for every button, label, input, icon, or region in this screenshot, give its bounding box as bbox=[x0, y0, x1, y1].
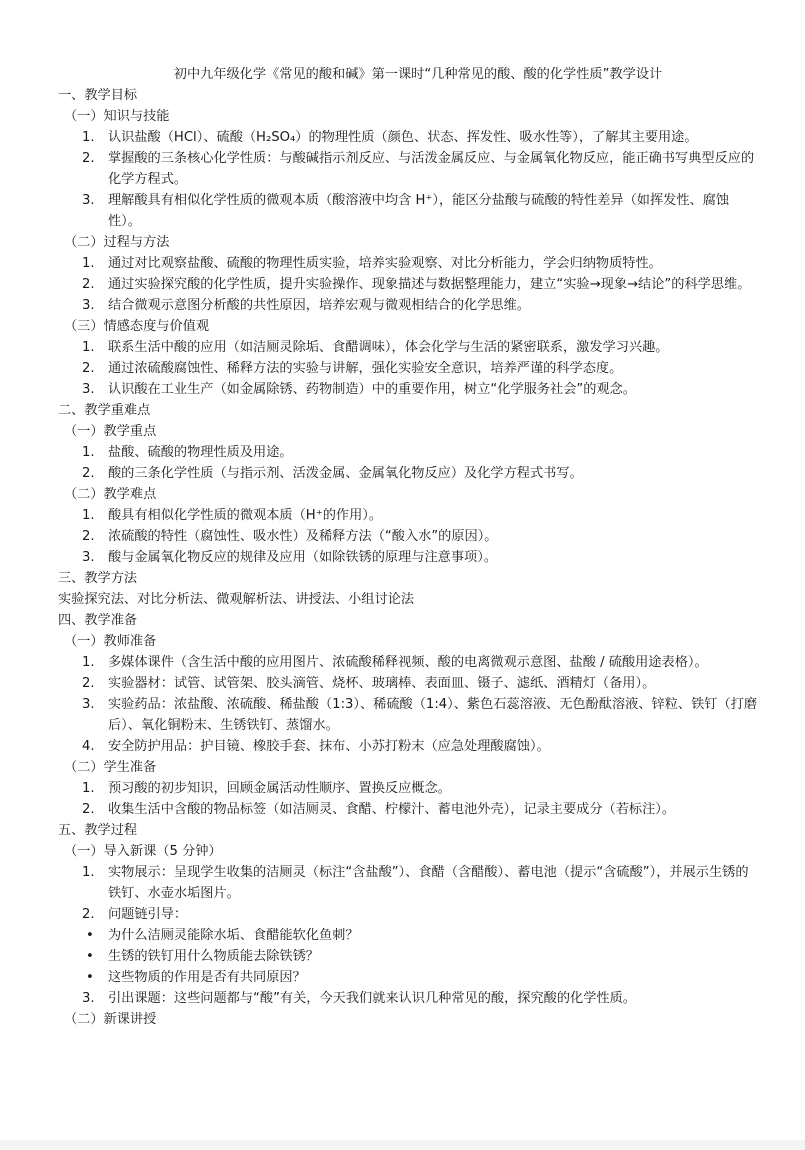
list-item-text: 盐酸、硫酸的物理性质及用途。 bbox=[108, 445, 293, 460]
list-item bbox=[58, 358, 758, 379]
list-number: 2. bbox=[82, 802, 95, 817]
list-item-text: 为什么洁厕灵能除水垢、食醋能软化鱼刺？ bbox=[108, 928, 359, 943]
list-item bbox=[58, 547, 758, 568]
list-item-text: 通过对比观察盐酸、硫酸的物理性质实验，培养实验观察、对比分析能力，学会归纳物质特性。 bbox=[108, 256, 662, 271]
list-item-text: 酸与金属氧化物反应的规律及应用（如除铁锈的原理与注意事项）。 bbox=[108, 550, 498, 565]
list-item bbox=[58, 652, 758, 673]
section-heading: 一、教学目标 bbox=[58, 88, 138, 103]
list-item bbox=[58, 505, 758, 526]
list-number: 1. bbox=[82, 340, 95, 355]
list-item-text: 理解酸具有相似化学性质的微观本质（酸溶液中均含 H⁺），能区分盐酸与硫酸的特性差异（如挥发性、腐蚀性）。 bbox=[108, 193, 730, 229]
section-heading: 四、教学准备 bbox=[58, 613, 138, 628]
list-item bbox=[58, 736, 758, 757]
list-item bbox=[58, 526, 758, 547]
list-number: 3. bbox=[82, 991, 95, 1006]
list-item bbox=[58, 442, 758, 463]
document-title: 初中九年级化学《常见的酸和碱》第一课时“几种常见的酸、酸的化学性质”教学设计 bbox=[173, 67, 663, 82]
section-heading: 二、教学重难点 bbox=[58, 403, 151, 418]
list-item bbox=[58, 988, 758, 1009]
list-item-text: 多媒体课件（含生活中酸的应用图片、浓硫酸稀释视频、酸的电离微观示意图、盐酸 / 硫酸用途表格）。 bbox=[108, 655, 708, 670]
list-item bbox=[58, 295, 758, 316]
list-item bbox=[58, 190, 758, 232]
list-item bbox=[58, 463, 758, 484]
list-item bbox=[58, 778, 758, 799]
list-item bbox=[58, 799, 758, 820]
list-item-text: 预习酸的初步知识，回顾金属活动性顺序、置换反应概念。 bbox=[108, 781, 451, 796]
list-item-text: 这些物质的作用是否有共同原因？ bbox=[108, 970, 306, 985]
subsection-heading: （一）教学重点 bbox=[64, 424, 157, 439]
list-number: 1. bbox=[82, 256, 95, 271]
list-item-text: 浓硫酸的特性（腐蚀性、吸水性）及稀释方法（“酸入水”的原因）。 bbox=[108, 529, 498, 544]
list-number: 3. bbox=[82, 550, 95, 565]
list-item-text: 收集生活中含酸的物品标签（如洁厕灵、食醋、柠檬汁、蓄电池外壳），记录主要成分（若标注）。 bbox=[108, 802, 676, 817]
list-number: 3. bbox=[82, 697, 95, 712]
list-item-text: 问题链引导： bbox=[108, 907, 188, 922]
list-number: 1. bbox=[82, 445, 95, 460]
list-item-text: 酸的三条化学性质（与指示剂、活泼金属、金属氧化物反应）及化学方程式书写。 bbox=[108, 466, 583, 481]
list-item bbox=[58, 694, 758, 736]
list-number: 2. bbox=[82, 151, 95, 166]
list-item-text: 生锈的铁钉用什么物质能去除铁锈？ bbox=[108, 949, 319, 964]
list-item-text: 结合微观示意图分析酸的共性原因，培养宏观与微观相结合的化学思维。 bbox=[108, 298, 530, 313]
list-number: 1. bbox=[82, 508, 95, 523]
list-number: 1. bbox=[82, 130, 95, 145]
list-item-text: 掌握酸的三条核心化学性质：与酸碱指示剂反应、与活泼金属反应、与金属氧化物反应，能正确书写典型反应的化学方程式。 bbox=[108, 151, 755, 187]
list-item-text: 认识酸在工业生产（如金属除锈、药物制造）中的重要作用，树立“化学服务社会”的观念。 bbox=[108, 382, 636, 397]
list-number: 1. bbox=[82, 781, 95, 796]
list-number: 1. bbox=[82, 655, 95, 670]
list-item bbox=[58, 127, 758, 148]
list-number: 2. bbox=[82, 277, 95, 292]
bullet-item bbox=[58, 946, 758, 967]
list-item-text: 实物展示：呈现学生收集的洁厕灵（标注“含盐酸”）、食醋（含醋酸）、蓄电池（提示“含硫酸”），并展示生锈的铁钉、水壶水垢图片。 bbox=[108, 865, 749, 901]
list-item-text: 引出课题：这些问题都与“酸”有关，今天我们就来认识几种常见的酸，探究酸的化学性质。 bbox=[108, 991, 636, 1006]
section-heading: 五、教学过程 bbox=[58, 823, 138, 838]
list-number: 2. bbox=[82, 361, 95, 376]
subsection-heading: （一）知识与技能 bbox=[64, 109, 170, 124]
list-item-text: 通过浓硫酸腐蚀性、稀释方法的实验与讲解，强化实验安全意识，培养严谨的科学态度。 bbox=[108, 361, 623, 376]
list-number: 2. bbox=[82, 466, 95, 481]
list-number: 4. bbox=[82, 739, 95, 754]
bullet-marker: • bbox=[86, 928, 94, 943]
subsection-heading: （二）过程与方法 bbox=[64, 235, 170, 250]
subsection-heading: （一）导入新课（5 分钟） bbox=[64, 844, 222, 859]
list-item-text: 联系生活中酸的应用（如洁厕灵除垢、食醋调味），体会化学与生活的紧密联系，激发学习兴趣。 bbox=[108, 340, 669, 355]
list-number: 2. bbox=[82, 529, 95, 544]
list-item-text: 通过实验探究酸的化学性质，提升实验操作、现象描述与数据整理能力，建立“实验→现象→结论”的科学思维。 bbox=[108, 277, 751, 292]
bullet-item bbox=[58, 925, 758, 946]
list-item bbox=[58, 904, 758, 925]
subsection-heading: （一）教师准备 bbox=[64, 634, 157, 649]
document-body bbox=[58, 64, 758, 1030]
list-item bbox=[58, 253, 758, 274]
subsection-heading: （二）教学难点 bbox=[64, 487, 157, 502]
list-number: 3. bbox=[82, 382, 95, 397]
bullet-marker: • bbox=[86, 970, 94, 985]
paragraph: 实验探究法、对比分析法、微观解析法、讲授法、小组讨论法 bbox=[58, 592, 415, 607]
subsection-heading: （二）新课讲授 bbox=[64, 1012, 157, 1027]
list-item bbox=[58, 673, 758, 694]
list-item bbox=[58, 274, 758, 295]
list-item-text: 安全防护用品：护目镜、橡胶手套、抹布、小苏打粉末（应急处理酸腐蚀）。 bbox=[108, 739, 550, 754]
list-number: 2. bbox=[82, 676, 95, 691]
subsection-heading: （二）学生准备 bbox=[64, 760, 157, 775]
list-item-text: 实验药品：浓盐酸、浓硫酸、稀盐酸（1:3）、稀硫酸（1:4）、紫色石蕊溶液、无色酚酞溶液、锌粒、铁钉（打磨后）、氧化铜粉末、生锈铁钉、蒸馏水。 bbox=[108, 697, 758, 733]
list-number: 3. bbox=[82, 193, 95, 208]
list-item-text: 酸具有相似化学性质的微观本质（H⁺的作用）。 bbox=[108, 508, 383, 523]
bullet-marker: • bbox=[86, 949, 94, 964]
section-heading: 三、教学方法 bbox=[58, 571, 138, 586]
list-item bbox=[58, 862, 758, 904]
bullet-item bbox=[58, 967, 758, 988]
subsection-heading: （三）情感态度与价值观 bbox=[64, 319, 210, 334]
list-item-text: 认识盐酸（HCl）、硫酸（H₂SO₄）的物理性质（颜色、状态、挥发性、吸水性等），了解其主要用途。 bbox=[108, 130, 698, 145]
list-item bbox=[58, 148, 758, 190]
list-number: 3. bbox=[82, 298, 95, 313]
list-item bbox=[58, 337, 758, 358]
list-number: 1. bbox=[82, 865, 95, 880]
list-item-text: 实验器材：试管、试管架、胶头滴管、烧杯、玻璃棒、表面皿、镊子、滤纸、酒精灯（备用）。 bbox=[108, 676, 656, 691]
list-item bbox=[58, 379, 758, 400]
list-number: 2. bbox=[82, 907, 95, 922]
